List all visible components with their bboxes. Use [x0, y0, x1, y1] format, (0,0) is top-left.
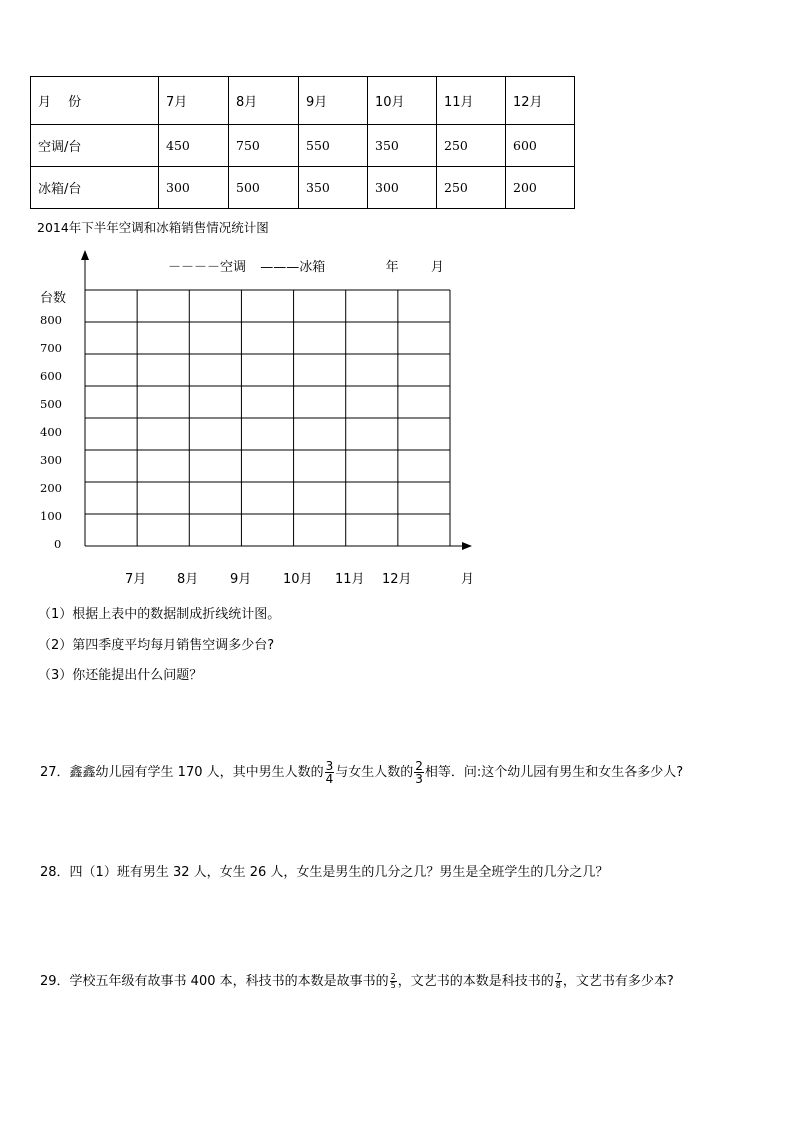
fraction-3-4	[325, 760, 335, 785]
table-cell: 250	[437, 167, 506, 209]
table-cell: 350	[368, 125, 437, 167]
y-tick-label: 600	[40, 369, 62, 383]
x-axis-arrow	[462, 542, 472, 550]
table-row-label: 冰箱/台	[31, 167, 159, 209]
question-27	[40, 760, 683, 785]
table-header-cell: 7月	[159, 77, 229, 125]
fraction-numerator: 7	[555, 972, 561, 981]
sub-question-2: （2）第四季度平均每月销售空调多少台?	[38, 638, 275, 653]
fraction-numerator: 3	[325, 759, 334, 773]
table-cell: 600	[506, 125, 575, 167]
sub-question-3: （3）你还能提出什么问题？	[38, 668, 203, 683]
y-tick-label: 300	[40, 453, 62, 467]
q29-text-1: 29．学校五年级有故事书 400 本，科技书的本数是故事书的	[40, 974, 389, 989]
question-28: 28．四（1）班有男生 32 人，女生 26 人，女生是男生的几分之几？男生是全班学生的几分之几？	[40, 865, 609, 880]
x-tick-label: 8月	[177, 572, 199, 587]
chart-grid	[85, 290, 450, 546]
y-tick-label: 100	[40, 509, 62, 523]
table-cell: 750	[229, 125, 299, 167]
fraction-denominator: 4	[325, 772, 334, 786]
y-tick-label: 500	[40, 397, 62, 411]
table-header-cell: 11月	[437, 77, 506, 125]
y-axis-arrow	[81, 250, 89, 260]
fraction-denominator: 5	[390, 981, 396, 990]
q27-text-2: 与女生人数的	[335, 765, 414, 780]
fraction-numerator: 2	[390, 972, 396, 981]
q29-text-2: ，文艺书的本数是科技书的	[397, 974, 554, 989]
fraction-7-8	[555, 973, 562, 990]
y-tick-label: 200	[40, 481, 62, 495]
table-cell: 350	[299, 167, 368, 209]
q27-text-3: 相等．问:这个幼儿园有男生和女生各多少人?	[424, 765, 684, 780]
table-cell: 300	[368, 167, 437, 209]
x-tick-label: 9月	[230, 572, 252, 587]
x-tick-label: 10月	[283, 572, 313, 587]
question-29	[40, 970, 674, 990]
q27-text-1: 27．鑫鑫幼儿园有学生 170 人，其中男生人数的	[40, 765, 324, 780]
x-tick-label: 11月	[335, 572, 365, 587]
x-axis-name: 月	[461, 572, 475, 587]
sub-question-1: （1）根据上表中的数据制成折线统计图。	[38, 607, 281, 622]
y-tick-label: 0	[54, 537, 62, 551]
fraction-denominator: 8	[555, 981, 561, 990]
y-axis-name: 台数	[40, 291, 67, 306]
table-cell: 450	[159, 125, 229, 167]
fraction-2-3	[414, 760, 424, 785]
table-header-cell: 9月	[299, 77, 368, 125]
table-cell: 300	[159, 167, 229, 209]
x-tick-label: 7月	[125, 572, 147, 587]
table-cell: 550	[299, 125, 368, 167]
q29-text-3: ，文艺书有多少本?	[562, 974, 674, 989]
fraction-denominator: 3	[415, 772, 423, 786]
table-cell: 250	[437, 125, 506, 167]
table-cell: 500	[229, 167, 299, 209]
legend-fridge: ———冰箱	[260, 260, 326, 275]
legend-year-blank: 年	[385, 260, 399, 275]
table-header-cell: 12月	[506, 77, 575, 125]
fraction-numerator: 2	[415, 759, 423, 773]
table-header-cell: 8月	[229, 77, 299, 125]
table-header-cell: 月 份	[31, 77, 159, 125]
chart-title: 2014年下半年空调和冰箱销售情况统计图	[37, 220, 269, 235]
y-tick-label: 400	[40, 425, 62, 439]
table-header-cell: 10月	[368, 77, 437, 125]
fraction-2-5	[390, 973, 397, 990]
table-cell: 200	[506, 167, 575, 209]
y-tick-label: 700	[40, 341, 62, 355]
legend-month-blank: 月	[430, 260, 444, 275]
table-row-label: 空调/台	[31, 125, 159, 167]
legend-ac: －－－－空调	[168, 260, 247, 275]
x-tick-label: 12月	[382, 572, 412, 587]
y-tick-label: 800	[40, 313, 62, 327]
